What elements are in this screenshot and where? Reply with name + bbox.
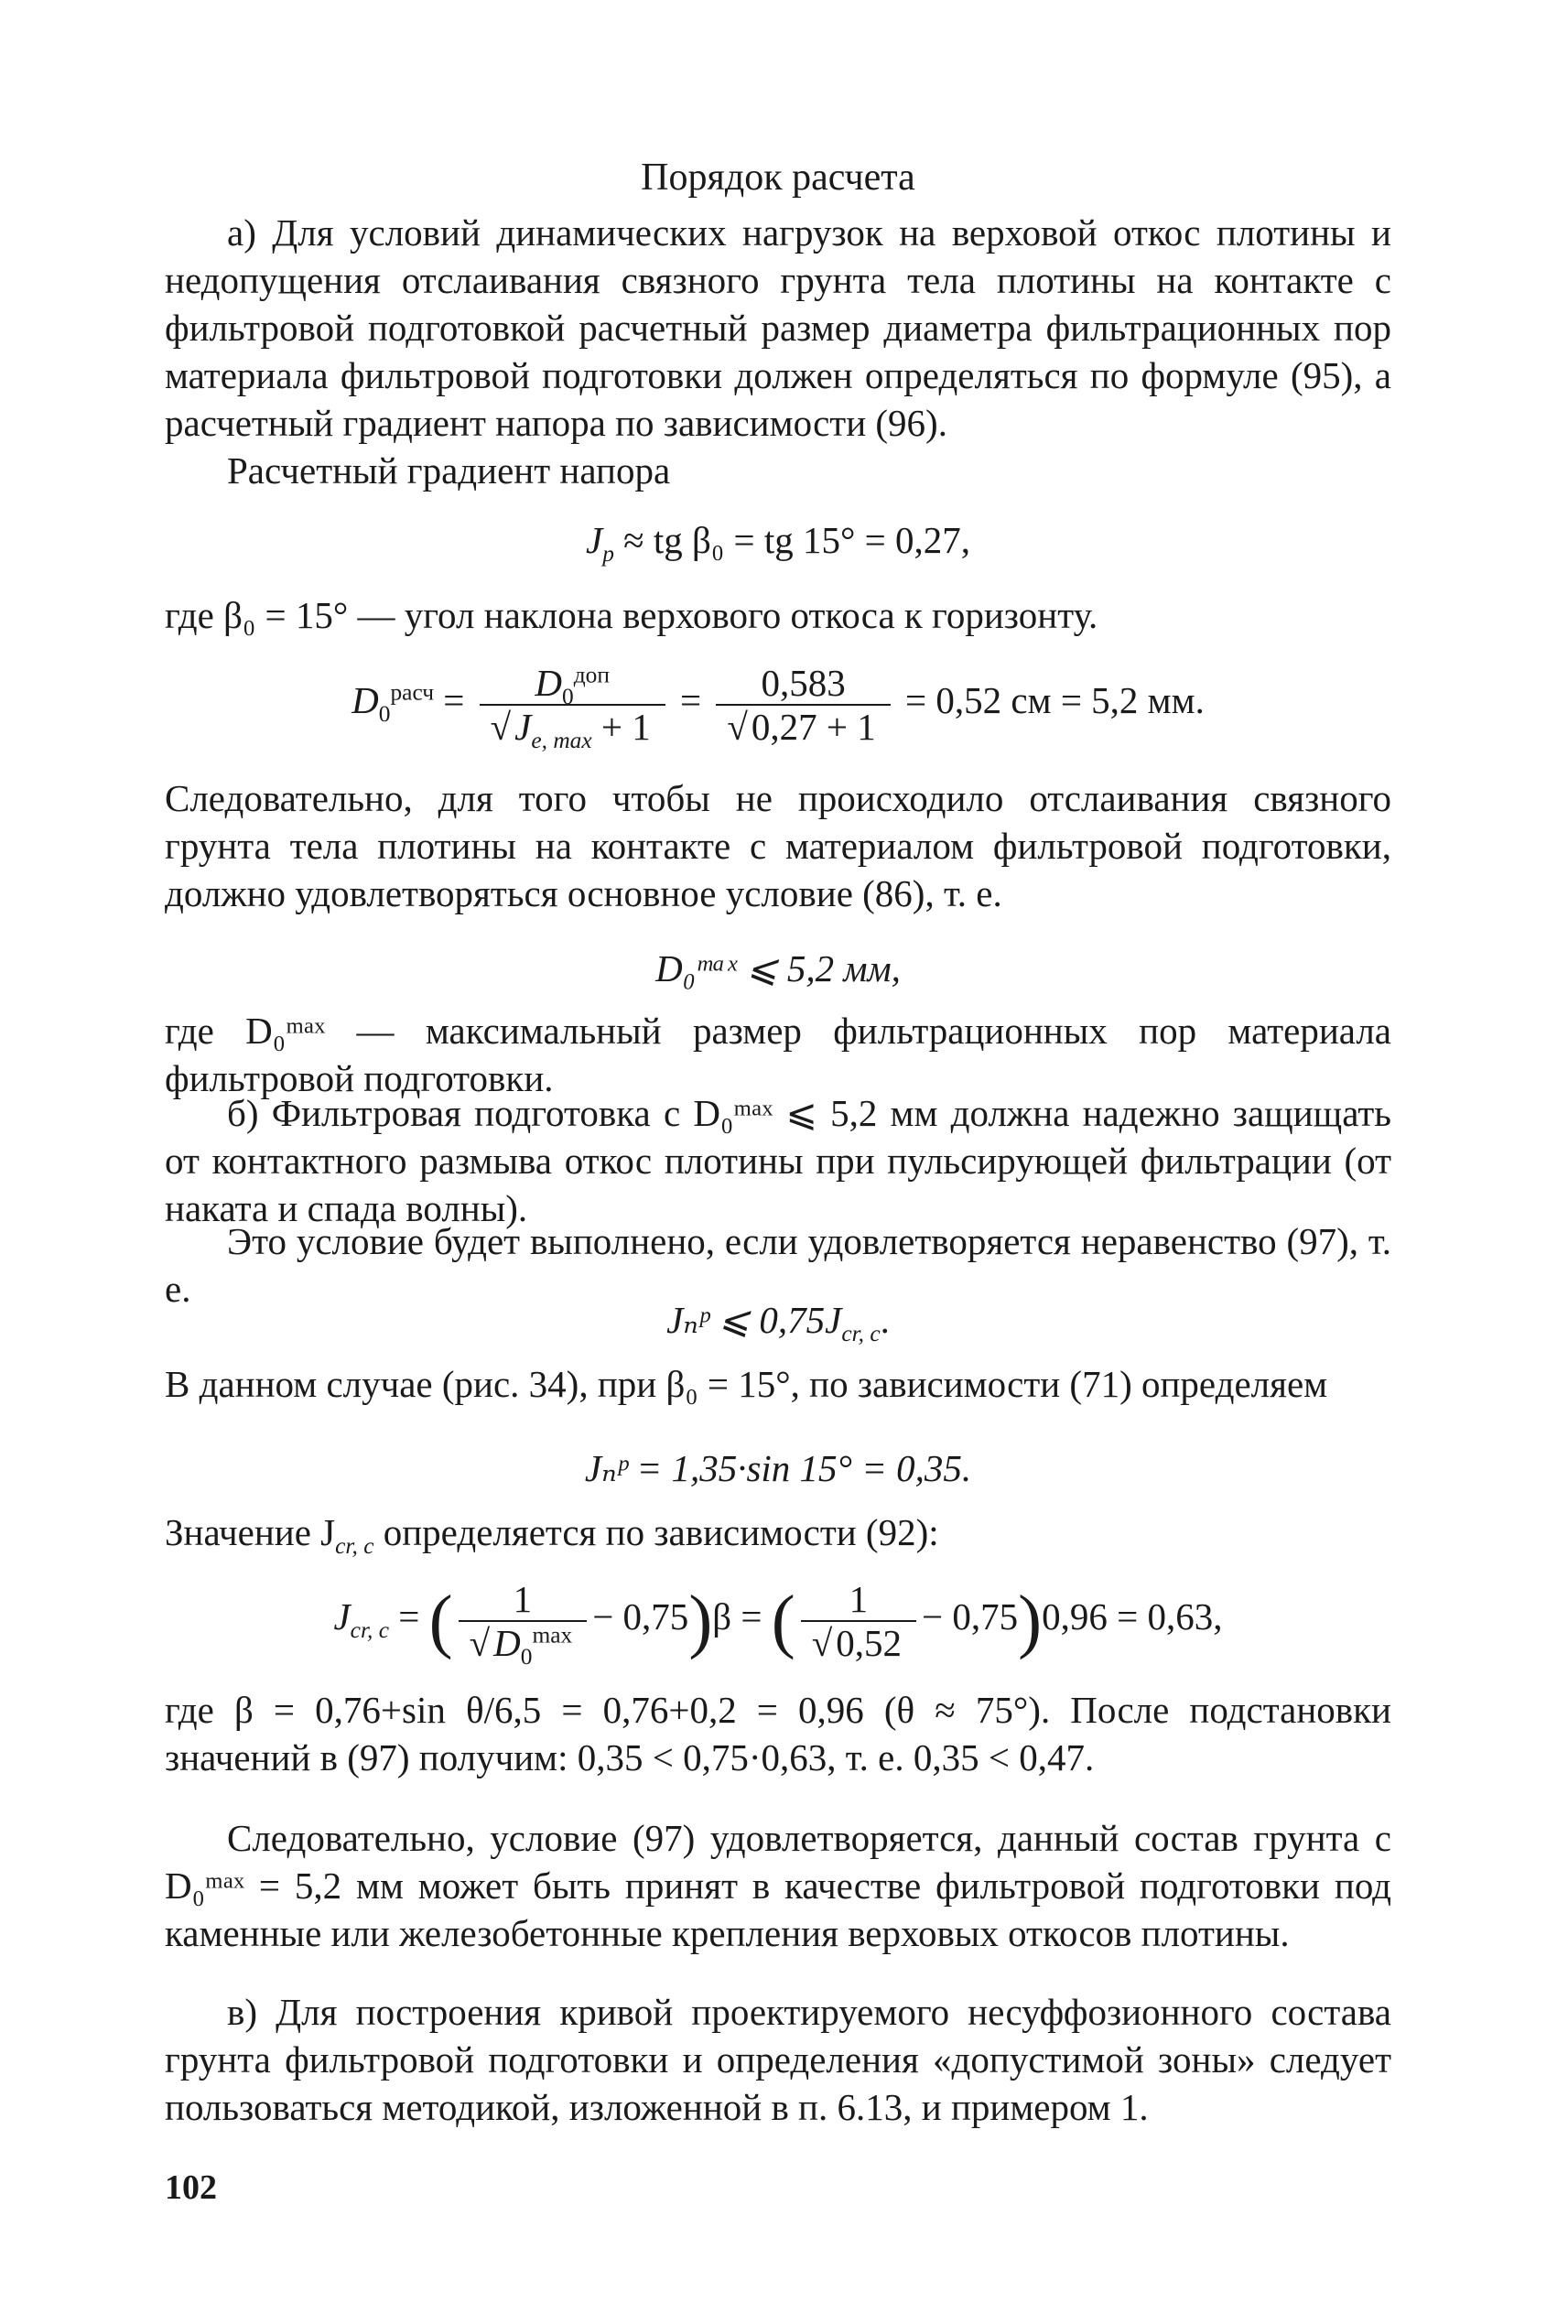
where-dmax: где D₀ᵐᵃˣ — максимальный размер фильтрационных пор материала фильтровой подготовки.	[165, 1010, 1391, 1099]
eq6-close-paren-1: )	[688, 1580, 713, 1660]
equation-inequality-97	[165, 1296, 1391, 1347]
paragraph-case: В данном случае (рис. 34), при β₀ = 15°, по зависимости (71) определяем	[165, 1363, 1328, 1405]
eq2-fraction-2: $\frac{0,583}{√0,27 + 1}$	[716, 662, 890, 748]
paragraph-b: б) Фильтровая подготовка с D₀ᵐᵃˣ ⩽ 5,2 мм должна надежно защищать от контактного размыва откос плотины при пульсирующей фильтрации (от наката и спада волны).	[165, 1092, 1391, 1229]
paragraph-condition: Это условие будет выполнено, если удовлетворяется неравенство (97), т. е.	[165, 1220, 1391, 1310]
value-tail: определяется по зависимости (92):	[373, 1511, 939, 1553]
equation-d0-calc: $D_0^{расч}$ = $\frac{D_0^{доп}}{√J_{e, max} + 1}$ = $\frac{0,583}{√0,27 + 1}$ = 0,52 см = 5,2 мм.	[351, 661, 1205, 753]
paragraph-consequently2: Следовательно, условие (97) удовлетворяется, данный состав грунта с D₀ᵐᵃˣ = 5,2 мм может быть принят в качестве фильтровой подготовки под каменные или железобетонные крепления верховых откосов плотины.	[165, 1817, 1391, 1954]
paragraph-value	[165, 1508, 1391, 1560]
paragraph-consequently: Следовательно, для того чтобы не происходило отслаивания связного грунта тела плотины на контакте с материалом фильтровой подготовки, должно удовлетворяться основное условие (86), т. е.	[165, 777, 1391, 914]
where-beta: где β₀ = 15° — угол наклона верхового откоса к горизонту.	[165, 594, 1098, 636]
eq6-close-paren-2: )	[1018, 1580, 1043, 1660]
eq6-minus2: − 0,75	[922, 1595, 1019, 1638]
eq5-text: Jₙᵖ = 1,35·sin 15° = 0,35.	[584, 1447, 972, 1489]
eq6-fraction-2: $\frac{1}{√0,52}$	[801, 1578, 916, 1664]
eq2-num1: D	[535, 661, 563, 704]
eq4-sub: cr, c	[841, 1321, 881, 1347]
equation-gradient	[165, 516, 1391, 567]
equation-dmax	[165, 945, 1391, 992]
equation-jp	[165, 1444, 1391, 1492]
eq2-num2: 0,583	[716, 662, 890, 706]
eq6-frac1-num: 1	[459, 1578, 588, 1622]
eq2-lhs: D	[351, 679, 379, 721]
eq6-tail: 0,96 = 0,63,	[1042, 1595, 1223, 1638]
eq6-frac1-den-sup: max	[532, 1621, 573, 1648]
eq2-den1-sub: e, max	[531, 727, 592, 753]
eq1-lhs-sub: p	[602, 541, 614, 567]
eq6-lhs: J	[333, 1595, 351, 1638]
page-number: 102	[165, 2168, 217, 2207]
eq2-lhs-sub: 0	[378, 701, 391, 728]
eq2-den1: J	[514, 705, 532, 748]
eq6-frac1-den-sub: 0	[520, 1643, 533, 1670]
eq2-lhs-sup: расч	[390, 679, 434, 706]
equation-jcr	[165, 1562, 1391, 1671]
value-sub: cr, c	[335, 1533, 374, 1560]
eq4-tail: .	[880, 1299, 890, 1341]
eq6-fraction-1: $\frac{1}{√D_0^{max}}$	[459, 1578, 588, 1664]
eq2-den1-tail: + 1	[600, 705, 651, 748]
eq6-frac1-den: D	[493, 1621, 521, 1664]
value-text: Значение J	[165, 1511, 336, 1553]
eq6-frac2-num: 1	[801, 1578, 916, 1622]
eq3-text: D₀ᵐᵃˣ ⩽ 5,2 мм,	[655, 947, 901, 989]
eq2-den2: 0,27 + 1	[748, 704, 880, 748]
eq6-minus1: − 0,75	[592, 1595, 689, 1638]
eq2-result: = 0,52 см = 5,2 мм.	[905, 679, 1205, 721]
eq6-frac2-den: 0,52	[832, 1620, 905, 1664]
eq1-lhs: J	[586, 519, 603, 561]
paragraph-c: в) Для построения кривой проектируемого несуффозионного состава грунта фильтровой подготовки и определения «допустимой зоны» следует пользоваться методикой, изложенной в п. 6.13, и примером 1.	[165, 1991, 1391, 2128]
section-title: Порядок расчета	[641, 157, 915, 199]
eq6-eq: =	[389, 1595, 429, 1638]
eq6-lhs-sub: cr, c	[350, 1617, 389, 1644]
eq2-num1-sup: доп	[573, 661, 610, 687]
eq2-fraction-1: $\frac{D_0^{доп}}{√J_{e, max} + 1}$	[480, 662, 665, 748]
eq1-rhs: ≈ tg β₀ = tg 15° = 0,27,	[613, 519, 970, 561]
eq6-open-paren-2: (	[771, 1580, 795, 1660]
paragraph-where-beta2: где β = 0,76+sin θ/6,5 = 0,76+0,2 = 0,96 (θ ≈ 75°). После подстановки значений в (97) получим: 0,35 < 0,75·0,63, т. е. 0,35 < 0,47.	[165, 1689, 1391, 1778]
eq6-open-paren-1: (	[428, 1580, 453, 1660]
eq2-num1-sub: 0	[562, 683, 574, 709]
eq4-text: Jₙᵖ ⩽ 0,75J	[666, 1299, 842, 1341]
label-gradient: Расчетный градиент напора	[227, 449, 671, 492]
eq6-mid: β =	[712, 1595, 772, 1638]
paragraph-a: а) Для условий динамических нагрузок на верховой откос плотины и недопущения отслаивания связного грунта тела плотины на контакте с фильтровой подготовкой расчетный размер диаметра фильтрационных пор материала фильтровой подготовки должен определяться по формуле (95), а расчетный градиент напора по зависимости (96).	[165, 211, 1391, 444]
